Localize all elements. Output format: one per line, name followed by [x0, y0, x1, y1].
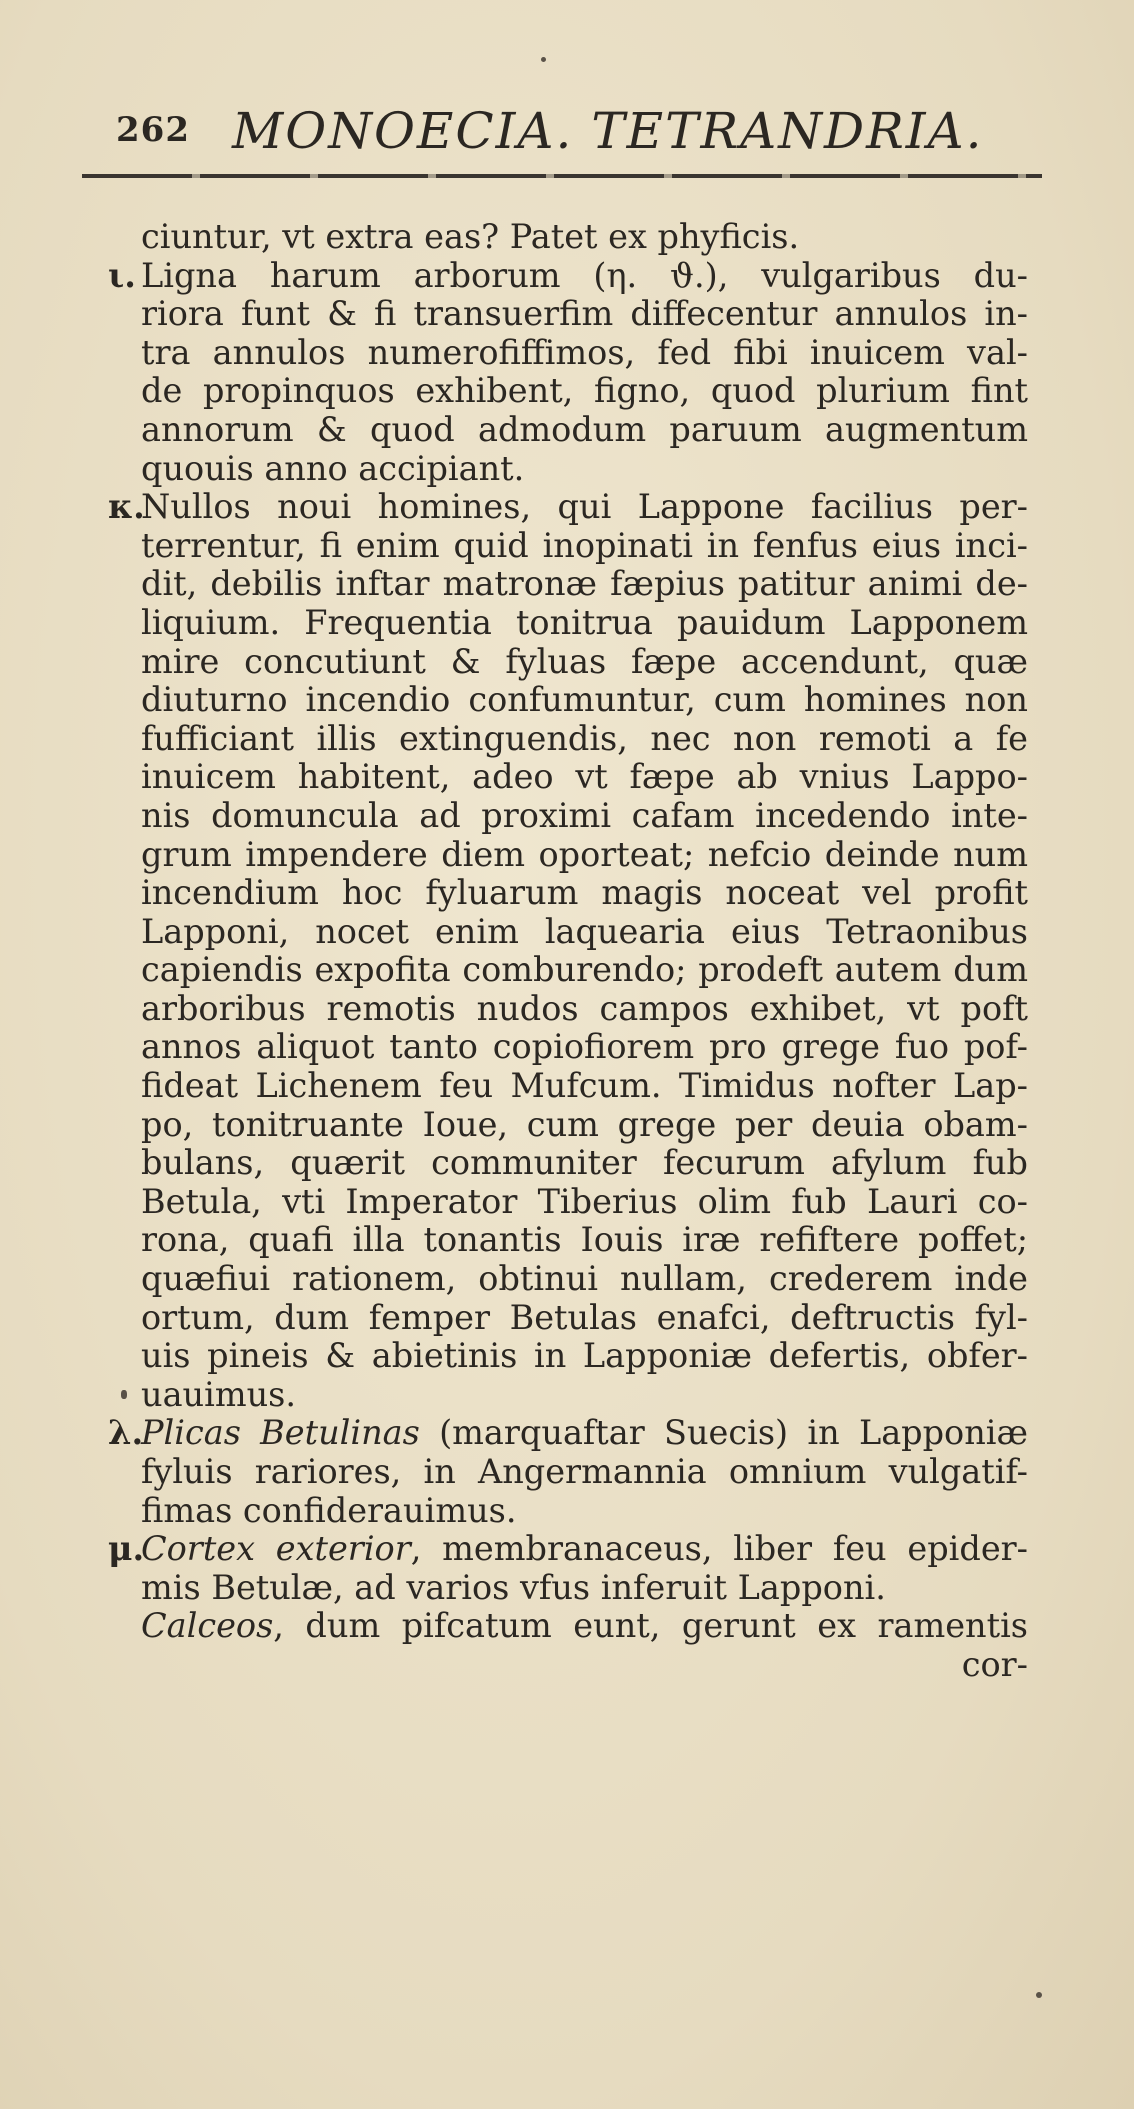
text-line	[108, 1646, 1028, 1685]
text-line	[108, 565, 1028, 604]
text-line	[108, 218, 1028, 257]
text-line	[108, 1607, 1028, 1646]
line-text: de propinquos exhibent, figno, quod plurium fint	[141, 371, 1028, 411]
line-text: Betula, vti Imperator Tiberius olim fub Lauri co-	[141, 1181, 1028, 1221]
text-line	[108, 334, 1028, 373]
line-text: diuturno incendio confumuntur, cum homines non	[141, 680, 1028, 720]
paragraph-marker: λ.	[108, 1413, 144, 1453]
line-text: mire concutiunt & fyluas fæpe accendunt, quæ	[141, 641, 1028, 681]
text-line	[108, 951, 1028, 990]
line-text: riora funt & fi transuerfim diffecentur annulos in-	[141, 294, 1028, 334]
text-line	[108, 797, 1028, 836]
text-line	[108, 411, 1028, 450]
line-text: fyluis rariores, in Angermannia omnium vulgatif-	[141, 1452, 1028, 1491]
line-text: liquium. Frequentia tonitrua pauidum Lapponem	[141, 602, 1028, 642]
header-rule	[82, 174, 1042, 178]
text-line	[108, 450, 1028, 489]
line-text: annorum & quod admodum paruum augmentum	[141, 409, 1028, 449]
line-text: Nullos noui homines, qui Lappone facilius per-	[141, 487, 1028, 527]
text-line	[108, 1569, 1028, 1608]
body-text	[108, 218, 1028, 1685]
text-line	[108, 488, 1028, 527]
text-line	[108, 257, 1028, 296]
ink-speck	[541, 57, 546, 62]
text-line	[108, 1028, 1028, 1067]
text-line	[108, 990, 1028, 1029]
line-text: Calceos, dum pifcatum eunt, gerunt ex ramentis	[141, 1606, 1028, 1646]
line-text: quæfiui rationem, obtinui nullam, crederem inde	[141, 1259, 1028, 1299]
text-line	[108, 1492, 1028, 1531]
text-line	[108, 758, 1028, 797]
text-line	[108, 1221, 1028, 1260]
text-line	[108, 681, 1028, 720]
line-text: arboribus remotis nudos campos exhibet, vt poft	[141, 988, 1028, 1028]
text-line	[108, 1376, 1028, 1415]
line-text: Ligna harum arborum (η. ϑ.), vulgaribus du-	[141, 255, 1028, 295]
text-line	[108, 1183, 1028, 1222]
text-line	[108, 720, 1028, 759]
line-text: nis domuncula ad proximi cafam incedendo inte-	[141, 795, 1028, 835]
paragraph-marker: μ.	[108, 1529, 145, 1569]
text-line	[108, 1144, 1028, 1183]
text-line	[108, 1299, 1028, 1338]
line-text: mis Betulæ, ad varios vfus inferuit Lapponi.	[141, 1567, 886, 1607]
line-text: ortum, dum femper Betulas enafci, deftructis fyl-	[141, 1297, 1028, 1337]
line-text: fimas confiderauimus.	[141, 1490, 517, 1530]
text-line	[108, 874, 1028, 913]
text-line	[108, 372, 1028, 411]
line-text: fideat Lichenem feu Mufcum. Timidus nofter Lap-	[141, 1066, 1028, 1106]
text-line	[108, 1067, 1028, 1106]
line-text: bulans, quærit communiter fecurum afylum fub	[141, 1143, 1028, 1183]
line-text: dit, debilis inftar matronæ fæpius patitur animi de-	[141, 564, 1028, 604]
paragraph-marker: κ.	[108, 487, 145, 527]
page-number: 262	[116, 110, 190, 150]
line-text: annos aliquot tanto copiofiorem pro grege fuo pof-	[141, 1027, 1028, 1067]
line-text: fufficiant illis extinguendis, nec non remoti a fe	[141, 718, 1028, 758]
line-text: uis pineis & abietinis in Lapponiæ defertis, obfer-	[141, 1336, 1028, 1376]
text-line	[108, 913, 1028, 952]
line-text: tra annulos numerofiffimos, fed fibi inuicem val-	[141, 332, 1028, 372]
text-line	[108, 527, 1028, 566]
text-line	[108, 1414, 1028, 1453]
running-title: MONOECIA. TETRANDRIA.	[232, 102, 984, 160]
line-text: uauimus.	[141, 1374, 297, 1414]
line-text: incendium hoc fyluarum magis noceat vel profit	[141, 873, 1028, 913]
text-line	[108, 836, 1028, 875]
margin-mark	[121, 1390, 127, 1399]
line-text: ciuntur, vt extra eas? Patet ex phyficis.	[141, 217, 800, 256]
text-line	[108, 1106, 1028, 1145]
text-line	[108, 604, 1028, 643]
line-text: Plicas Betulinas (marquaftar Suecis) in Lapponiæ	[141, 1413, 1029, 1453]
text-line	[108, 295, 1028, 334]
text-line	[108, 643, 1028, 682]
line-text: grum impendere diem oporteat; nefcio deinde num	[141, 834, 1028, 874]
line-text: quouis anno accipiant.	[141, 448, 525, 488]
text-line	[108, 1337, 1028, 1376]
line-text: terrentur, fi enim quid inopinati in fenfus eius inci-	[141, 525, 1028, 565]
line-text: rona, quafi illa tonantis Iouis iræ refiftere poffet;	[141, 1220, 1028, 1260]
line-text: cor-	[961, 1644, 1028, 1684]
page-header	[116, 102, 984, 162]
line-text: capiendis expofita comburendo; prodeft autem dum	[141, 950, 1028, 990]
line-text: Cortex exterior, membranaceus, liber feu epider-	[141, 1529, 1028, 1569]
line-text: Lapponi, nocet enim laquearia eius Tetraonibus	[141, 911, 1028, 951]
line-text: inuicem habitent, adeo vt fæpe ab vnius Lappo-	[141, 757, 1028, 797]
paragraph-marker: ι.	[108, 255, 136, 295]
line-text: po, tonitruante Ioue, cum grege per deuia obam-	[141, 1104, 1028, 1144]
text-line	[108, 1453, 1028, 1492]
text-line	[108, 1260, 1028, 1299]
ink-speck	[1036, 1992, 1042, 1998]
text-line	[108, 1530, 1028, 1569]
